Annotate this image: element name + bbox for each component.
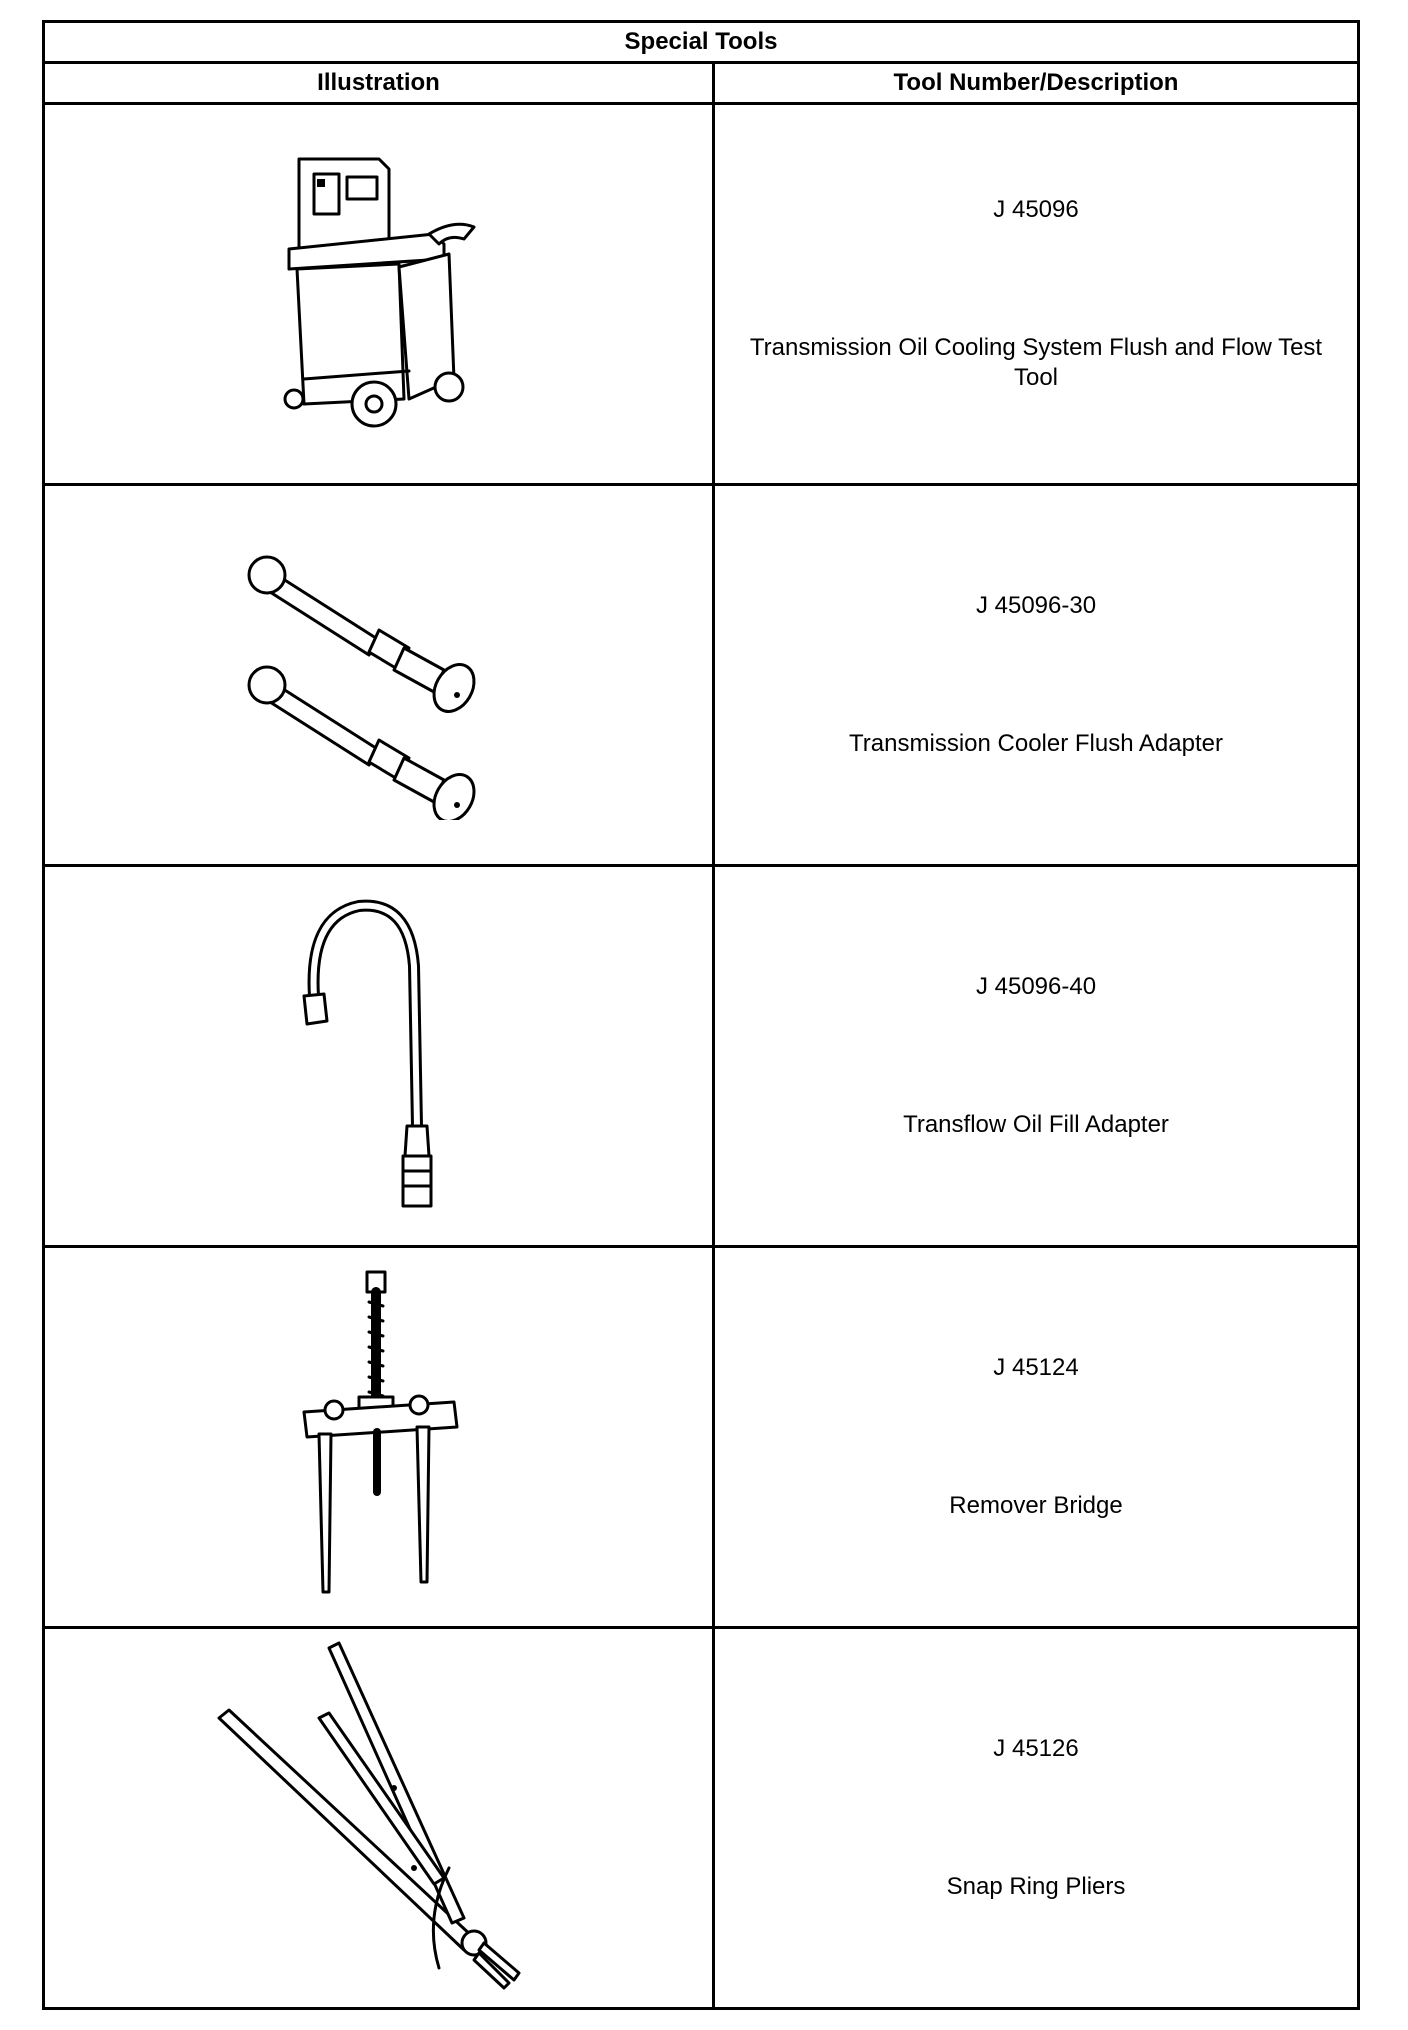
tool-description: Transmission Cooler Flush Adapter (849, 730, 1223, 757)
illustration-cell (44, 866, 714, 1247)
description-cell (714, 1628, 1359, 2009)
flush-machine-icon (259, 149, 499, 439)
tool-description: Snap Ring Pliers (946, 1873, 1126, 1900)
illustration-cell (44, 104, 714, 485)
header-illustration: Illustration (44, 63, 714, 104)
table-row (44, 866, 1359, 1247)
illustration-cell (44, 1628, 714, 2009)
table-row (44, 104, 1359, 485)
table-title: Special Tools (44, 22, 1359, 63)
special-tools-table (42, 20, 1360, 2010)
tool-number: J 45124 (993, 1354, 1079, 1381)
snap-ring-pliers-icon (209, 1638, 549, 1998)
flush-adapter-hoses-icon (229, 530, 529, 820)
description-cell (714, 1247, 1359, 1628)
tool-number: J 45126 (993, 1735, 1079, 1762)
tool-number: J 45096-30 (975, 592, 1097, 619)
header-tool-description: Tool Number/Description (714, 63, 1359, 104)
description-cell (714, 866, 1359, 1247)
remover-bridge-icon (289, 1262, 469, 1612)
tool-description: Transflow Oil Fill Adapter (903, 1111, 1169, 1138)
illustration-cell (44, 485, 714, 866)
tool-description: Transmission Oil Cooling System Flush and Flow Test Tool (749, 334, 1323, 391)
table-row (44, 485, 1359, 866)
table-row (44, 1247, 1359, 1628)
illustration-cell (44, 1247, 714, 1628)
oil-fill-adapter-icon (279, 886, 479, 1226)
table-row (44, 1628, 1359, 2009)
description-cell (714, 104, 1359, 485)
description-cell (714, 485, 1359, 866)
tool-description: Remover Bridge (949, 1492, 1123, 1519)
tool-number: J 45096-40 (975, 973, 1097, 1000)
tool-number: J 45096 (993, 196, 1079, 223)
